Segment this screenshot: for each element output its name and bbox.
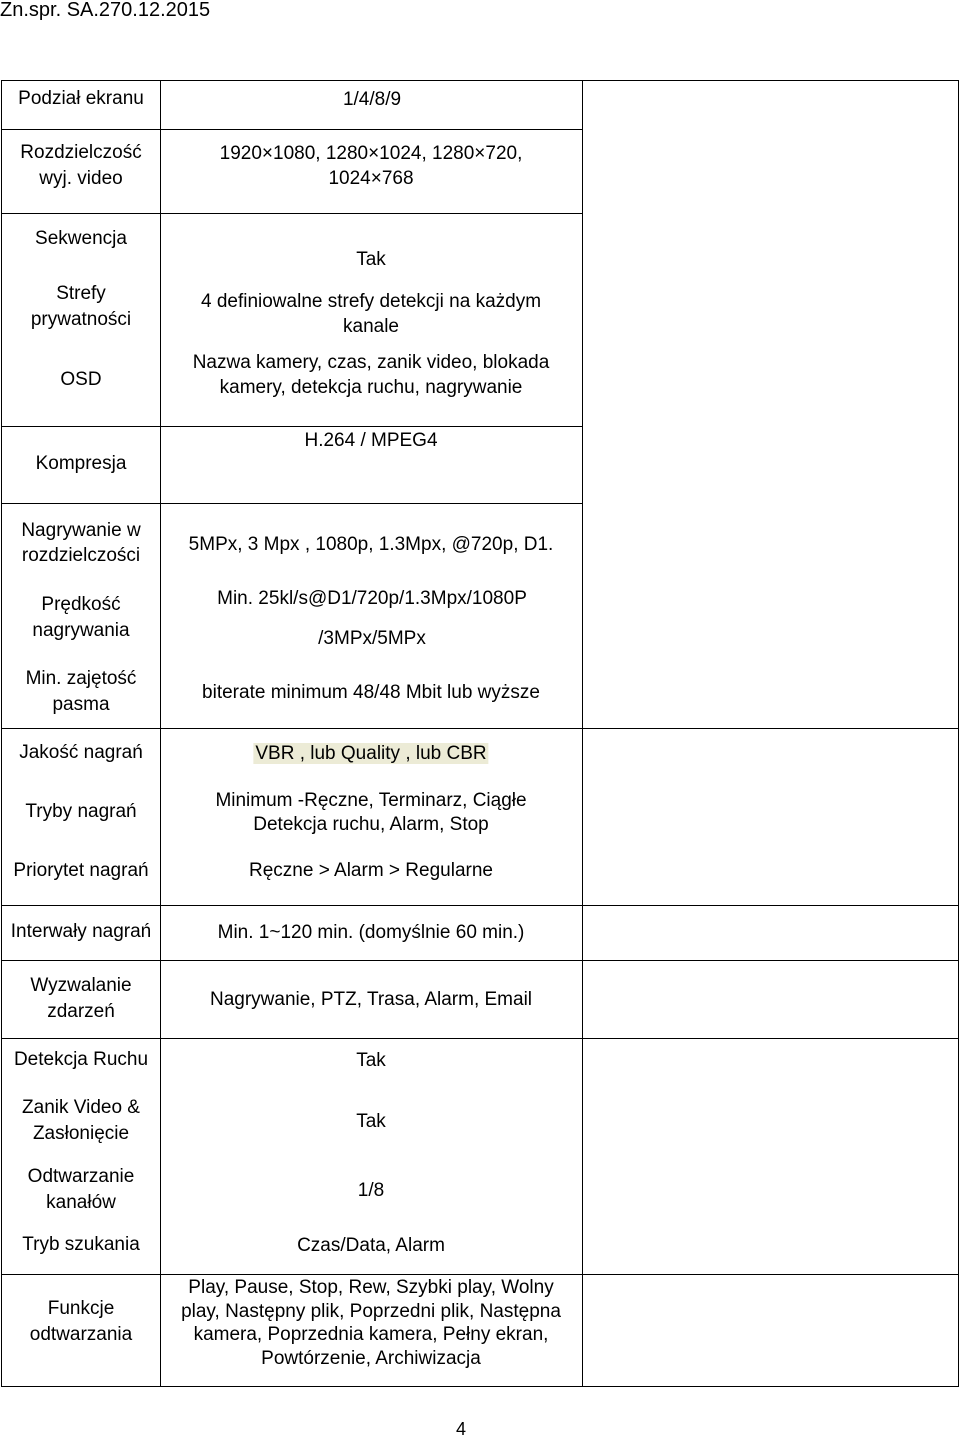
param-value: Tak — [356, 1111, 386, 1132]
param-label: OSD — [60, 369, 102, 390]
param-label: Tryby nagrań — [25, 801, 137, 822]
param-label: odtwarzania — [29, 1324, 133, 1345]
param-value: H.264 / MPEG4 — [304, 430, 438, 451]
param-value: kamera, Poprzednia kamera, Pełny ekran, — [193, 1324, 549, 1345]
param-label: Podział ekranu — [18, 88, 144, 109]
param-label: Detekcja Ruchu — [13, 1049, 149, 1070]
param-label: prywatności — [30, 309, 132, 330]
highlighted-value: VBR , lub Quality , lub CBR — [255, 743, 487, 764]
param-label: Priorytet nagrań — [13, 860, 149, 881]
param-label: zdarzeń — [47, 1001, 115, 1022]
param-value: Powtórzenie, Archiwizacja — [261, 1348, 481, 1369]
document-reference: Zn.spr. SA.270.12.2015 — [0, 0, 211, 21]
param-label: Interwały nagrań — [10, 921, 152, 942]
param-label: Wyzwalanie — [30, 975, 132, 996]
param-label: Sekwencja — [35, 228, 127, 249]
param-label: Nagrywanie w — [21, 520, 141, 541]
param-value: Czas/Data, Alarm — [297, 1235, 445, 1256]
param-value: 1/4/8/9 — [342, 89, 402, 110]
param-value: Min. 1~120 min. (domyślnie 60 min.) — [217, 922, 525, 943]
page-number: 4 — [455, 1419, 467, 1439]
param-label: Funkcje — [47, 1298, 115, 1319]
param-value: play, Następny plik, Poprzedni plik, Następna — [181, 1301, 561, 1322]
param-value: Detekcja ruchu, Alarm, Stop — [253, 814, 489, 835]
param-value: Nazwa kamery, czas, zanik video, blokada — [192, 352, 550, 373]
param-value: biterate minimum 48/48 Mbit lub wyższe — [202, 682, 540, 703]
param-value: kanale — [343, 316, 399, 337]
param-value: Tak — [356, 1050, 386, 1071]
param-value: kamery, detekcja ruchu, nagrywanie — [219, 377, 523, 398]
param-label: Min. zajętość — [25, 668, 137, 689]
param-value: 1920×1080, 1280×1024, 1280×720, — [219, 143, 523, 164]
param-value: 1/8 — [357, 1180, 385, 1201]
param-value: 5MPx, 3 Mpx , 1080p, 1.3Mpx, @720p, D1. — [188, 534, 554, 555]
param-label: nagrywania — [32, 620, 130, 641]
param-label: Zasłonięcie — [32, 1123, 130, 1144]
param-label: wyj. video — [39, 168, 123, 189]
param-label: Rozdzielczość — [20, 142, 142, 163]
param-label: Jakość nagrań — [19, 742, 143, 763]
param-label: rozdzielczości — [21, 545, 141, 566]
param-value: /3MPx/5MPx — [318, 628, 426, 649]
param-value: 1024×768 — [328, 168, 414, 189]
param-label: Strefy — [56, 283, 106, 304]
param-value: Minimum -Ręczne, Terminarz, Ciągłe — [215, 790, 527, 811]
param-label: Odtwarzanie — [27, 1166, 135, 1187]
param-value — [253, 741, 488, 766]
param-value: 4 definiowalne strefy detekcji na każdym — [200, 291, 542, 312]
param-label: pasma — [52, 694, 110, 715]
param-label: Kompresja — [35, 453, 127, 474]
param-value: Tak — [356, 249, 386, 270]
param-label: Tryb szukania — [22, 1234, 140, 1255]
param-value: Play, Pause, Stop, Rew, Szybki play, Wolny — [188, 1277, 554, 1298]
param-label: Prędkość — [41, 594, 121, 615]
param-value: Ręczne > Alarm > Regularne — [249, 860, 493, 881]
param-value: Nagrywanie, PTZ, Trasa, Alarm, Email — [209, 989, 533, 1010]
param-label: kanałów — [46, 1192, 116, 1213]
param-label: Zanik Video & — [22, 1097, 140, 1118]
param-value: Min. 25kl/s@D1/720p/1.3Mpx/1080P — [217, 588, 527, 609]
